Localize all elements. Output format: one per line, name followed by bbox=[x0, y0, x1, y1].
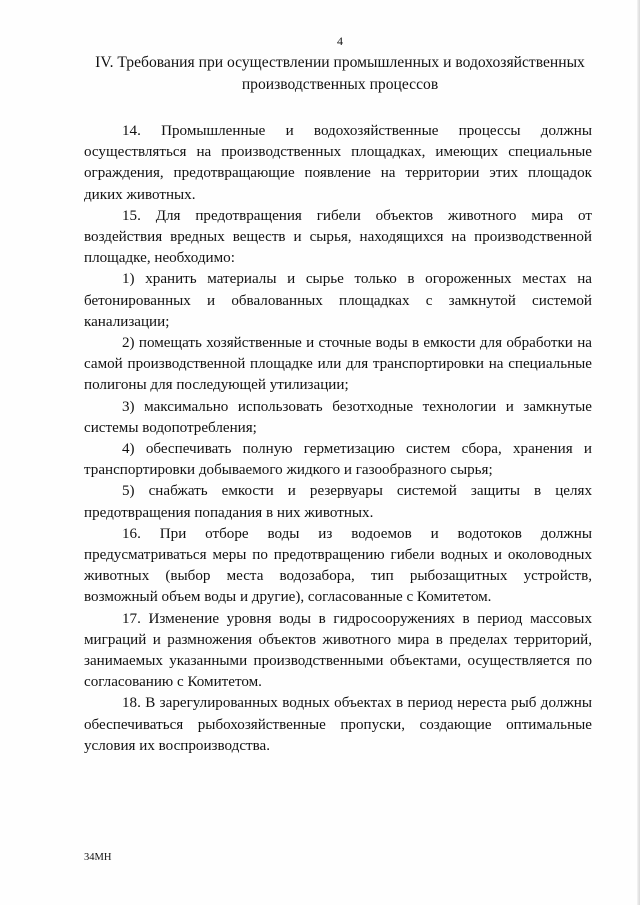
document-code: 34МН bbox=[84, 852, 112, 863]
list-item-3: 3) максимально использовать безотходные технологии и замкнутые системы водопотребления; bbox=[84, 398, 592, 436]
paragraph-14: 14. Промышленные и водохозяйственные процессы должны осуществляться на производственных площадках, имеющих специальные ограждения, предотвращающие появление на территории этих площадок диких животных. bbox=[84, 123, 592, 203]
list-item-1: 1) хранить материалы и сырье только в огороженных местах на бетонированных и обвалованных площадках с замкнутой системой канализации; bbox=[84, 271, 592, 330]
page-number: 4 bbox=[337, 34, 343, 48]
paragraph-18: 18. В зарегулированных водных объектах в период нереста рыб должны обеспечиваться рыбохозяйственные пропуски, создающие оптимальные условия их воспроизводства. bbox=[84, 695, 592, 754]
list-item-2: 2) помещать хозяйственные и сточные воды в емкости для обработки на самой производственной площадке или для транспортировки на специальные полигоны для последующей утилизации; bbox=[84, 335, 592, 394]
section-heading-line-2: производственных процессов bbox=[241, 76, 439, 93]
paragraph-15: 15. Для предотвращения гибели объектов животного мира от воздействия вредных веществ и сырья, находящихся на производственной площадке, необходимо: bbox=[84, 207, 592, 267]
paragraph-17: 17. Изменение уровня воды в гидросооружениях в период массовых миграций и размножения объектов животного мира в пределах территорий, занимаемых указанными производственными объектами, осуществляется по согласованию с Комитетом. bbox=[84, 610, 592, 691]
section-body bbox=[84, 121, 592, 757]
list-item-4: 4) обеспечивать полную герметизацию систем сбора, хранения и транспортировки добываемого жидкого и газообразного сырья; bbox=[84, 441, 592, 479]
section-heading-line-1: IV. Требования при осуществлении промышленных и водохозяйственных bbox=[95, 54, 585, 71]
section-heading bbox=[80, 52, 600, 96]
list-item-5: 5) снабжать емкости и резервуары системой защиты в целях предотвращения попадания в них животных. bbox=[84, 483, 592, 521]
paragraph-16: 16. При отборе воды из водоемов и водотоков должны предусматриваться меры по предотвращению гибели водных и околоводных животных (выбор места водозабора, тип рыбозащитных устройств, возможный объем воды и другие), согласованные с Комитетом. bbox=[84, 525, 592, 606]
